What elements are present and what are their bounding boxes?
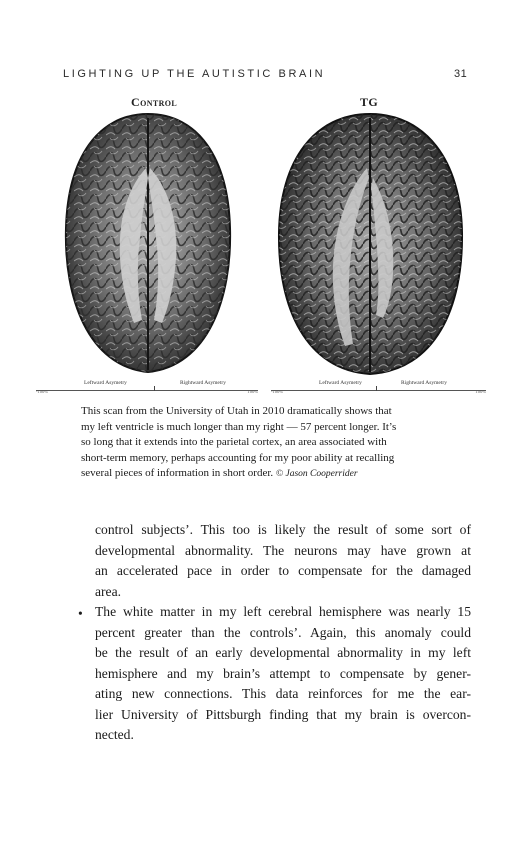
scale-midpoint-tick	[376, 386, 377, 391]
paragraph-line: area.	[95, 583, 122, 599]
tg-brain-scan	[273, 108, 468, 380]
bullet-line: hemisphere and my brain’s attempt to compensate by gener-	[95, 665, 471, 681]
running-head: LIGHTING UP THE AUTISTIC BRAIN	[63, 68, 326, 80]
panel-label-tg: TG	[360, 95, 379, 109]
panel-label-control: Control	[131, 95, 178, 109]
scale-min-label: -100%	[36, 389, 48, 394]
bullet-marker: •	[78, 606, 83, 621]
scale-rightward-label: Rightward Asymetry	[180, 380, 226, 386]
figure-caption	[81, 404, 481, 483]
bullet-line: nected.	[95, 727, 134, 742]
scale-line	[271, 390, 486, 391]
scale-max-label: 100%	[475, 389, 486, 394]
caption-line	[81, 466, 481, 483]
scale-min-label: -100%	[271, 389, 283, 394]
scale-leftward-label: Leftward Asymetry	[84, 380, 127, 386]
scale-line	[36, 390, 258, 391]
caption-line: short-term memory, perhaps accounting for my poor ability at recalling	[81, 451, 395, 464]
caption-line: my left ventricle is much longer than my right — 57 percent longer. It’s	[81, 420, 397, 433]
body-text	[95, 520, 471, 746]
bullet-line: lier University of Pittsburgh finding that my brain is overcon-	[95, 706, 471, 722]
caption-line: so long that it extends into the parietal cortex, an area associated with	[81, 436, 387, 448]
photo-credit: © Jason Cooperrider	[275, 469, 358, 479]
paragraph-line: developmental abnormality. The neurons may have grown at	[95, 542, 471, 558]
scale-tg	[271, 376, 486, 396]
caption-line: This scan from the University of Utah in 2010 dramatically shows that	[81, 405, 392, 417]
scale-midpoint-tick	[154, 386, 155, 391]
scale-rightward-label: Rightward Asymetry	[401, 380, 447, 386]
bullet-line: percent greater than the controls’. Again, this anomaly could	[95, 624, 471, 640]
bullet-line: ating new connections. This data reinforces for me the ear-	[95, 686, 471, 701]
brain-scan-figure	[28, 86, 498, 398]
bullet-line: The white matter in my left cerebral hemisphere was nearly 15	[95, 604, 471, 619]
scale-control	[36, 376, 258, 396]
caption-last-text: several pieces of information in short order.	[81, 467, 274, 479]
scale-leftward-label: Leftward Asymetry	[319, 380, 362, 386]
paragraph-line: an accelerated pace in order to compensate for the damaged	[95, 563, 471, 578]
paragraph-line: control subjects’. This too is likely the result of some sort of	[95, 522, 471, 537]
scale-max-label: 100%	[247, 389, 258, 394]
control-brain-scan	[58, 108, 238, 378]
page-number: 31	[454, 68, 468, 80]
bullet-line: be the result of an early developmental abnormality in my left	[95, 645, 471, 660]
